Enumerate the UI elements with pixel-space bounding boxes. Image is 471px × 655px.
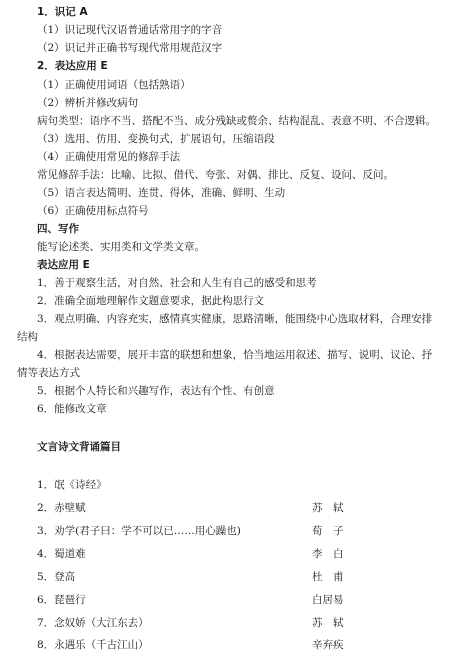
writing-item-1: 1．善于观察生活，对自然、社会和人生有自己的感受和思考 [37, 277, 317, 289]
item-expression-3: （3）选用、仿用、变换句式，扩展语句，压缩语段 [37, 133, 275, 145]
writing-description: 能写论述类、实用类和文学类文章。 [37, 241, 205, 253]
item-expression-1: （1）正确使用词语（包括熟语） [37, 79, 191, 91]
item-memorize-1: （1）识记现代汉语普通话常用字的字音 [37, 24, 223, 36]
poem-section-title: 文言诗文背诵篇目 [37, 441, 121, 453]
heading-memorize: 1．识记 A [37, 6, 88, 18]
poem-title: 4．蜀道难 [37, 548, 86, 560]
item-expression-6: （6）正确使用标点符号 [37, 205, 149, 217]
poem-title: 7．念奴娇（大江东去） [37, 617, 149, 629]
writing-item-6: 6．能修改文章 [37, 403, 107, 415]
poem-author: 辛弃疾 [312, 639, 344, 651]
poem-author: 白居易 [312, 594, 344, 606]
writing-item-2: 2．准确全面地理解作文题意要求，据此构思行文 [37, 295, 265, 307]
rhetoric-devices: 常见修辞手法：比喻、比拟、借代、夸张、对偶、排比、反复、设问、反问。 [37, 169, 394, 181]
writing-item-3-continued: 结构 [17, 331, 38, 343]
poem-author: 苏 轼 [312, 617, 344, 629]
poem-author: 李 白 [312, 548, 344, 560]
writing-item-4-continued: 情等表达方式 [17, 367, 80, 379]
heading-writing-expression: 表达应用 E [37, 259, 90, 271]
poem-title: 6．琵琶行 [37, 594, 86, 606]
poem-author: 苏 轼 [312, 502, 344, 514]
poem-author: 杜 甫 [312, 571, 344, 583]
poem-title: 3．劝学(君子曰：学不可以已……用心躁也) [37, 525, 241, 537]
poem-title: 2．赤壁赋 [37, 502, 86, 514]
item-memorize-2: （2）识记并正确书写现代常用规范汉字 [37, 42, 223, 54]
item-expression-5: （5）语言表达简明、连贯、得体，准确、鲜明、生动 [37, 187, 286, 199]
item-expression-2: （2）辨析并修改病句 [37, 97, 139, 109]
writing-item-3: 3．观点明确、内容充实，感情真实健康，思路清晰，能围绕中心选取材料，合理安排 [37, 313, 433, 325]
heading-expression: 2．表达应用 E [37, 60, 108, 72]
writing-item-4: 4．根据表达需要，展开丰富的联想和想象，恰当地运用叙述、描写、说明、议论、抒 [37, 349, 433, 361]
poem-title: 5．登高 [37, 571, 76, 583]
writing-item-5: 5．根据个人特长和兴趣写作，表达有个性、有创意 [37, 385, 275, 397]
poem-author: 荀 子 [312, 525, 344, 537]
heading-writing: 四、写作 [37, 223, 79, 235]
poem-title: 1．氓《诗经》 [37, 479, 107, 491]
sick-sentence-types: 病句类型：语序不当、搭配不当、成分残缺或赘余、结构混乱、表意不明、不合逻辑。 [37, 115, 436, 127]
item-expression-4: （4）正确使用常见的修辞手法 [37, 151, 181, 163]
poem-title: 8．永遇乐（千古江山） [37, 639, 149, 651]
